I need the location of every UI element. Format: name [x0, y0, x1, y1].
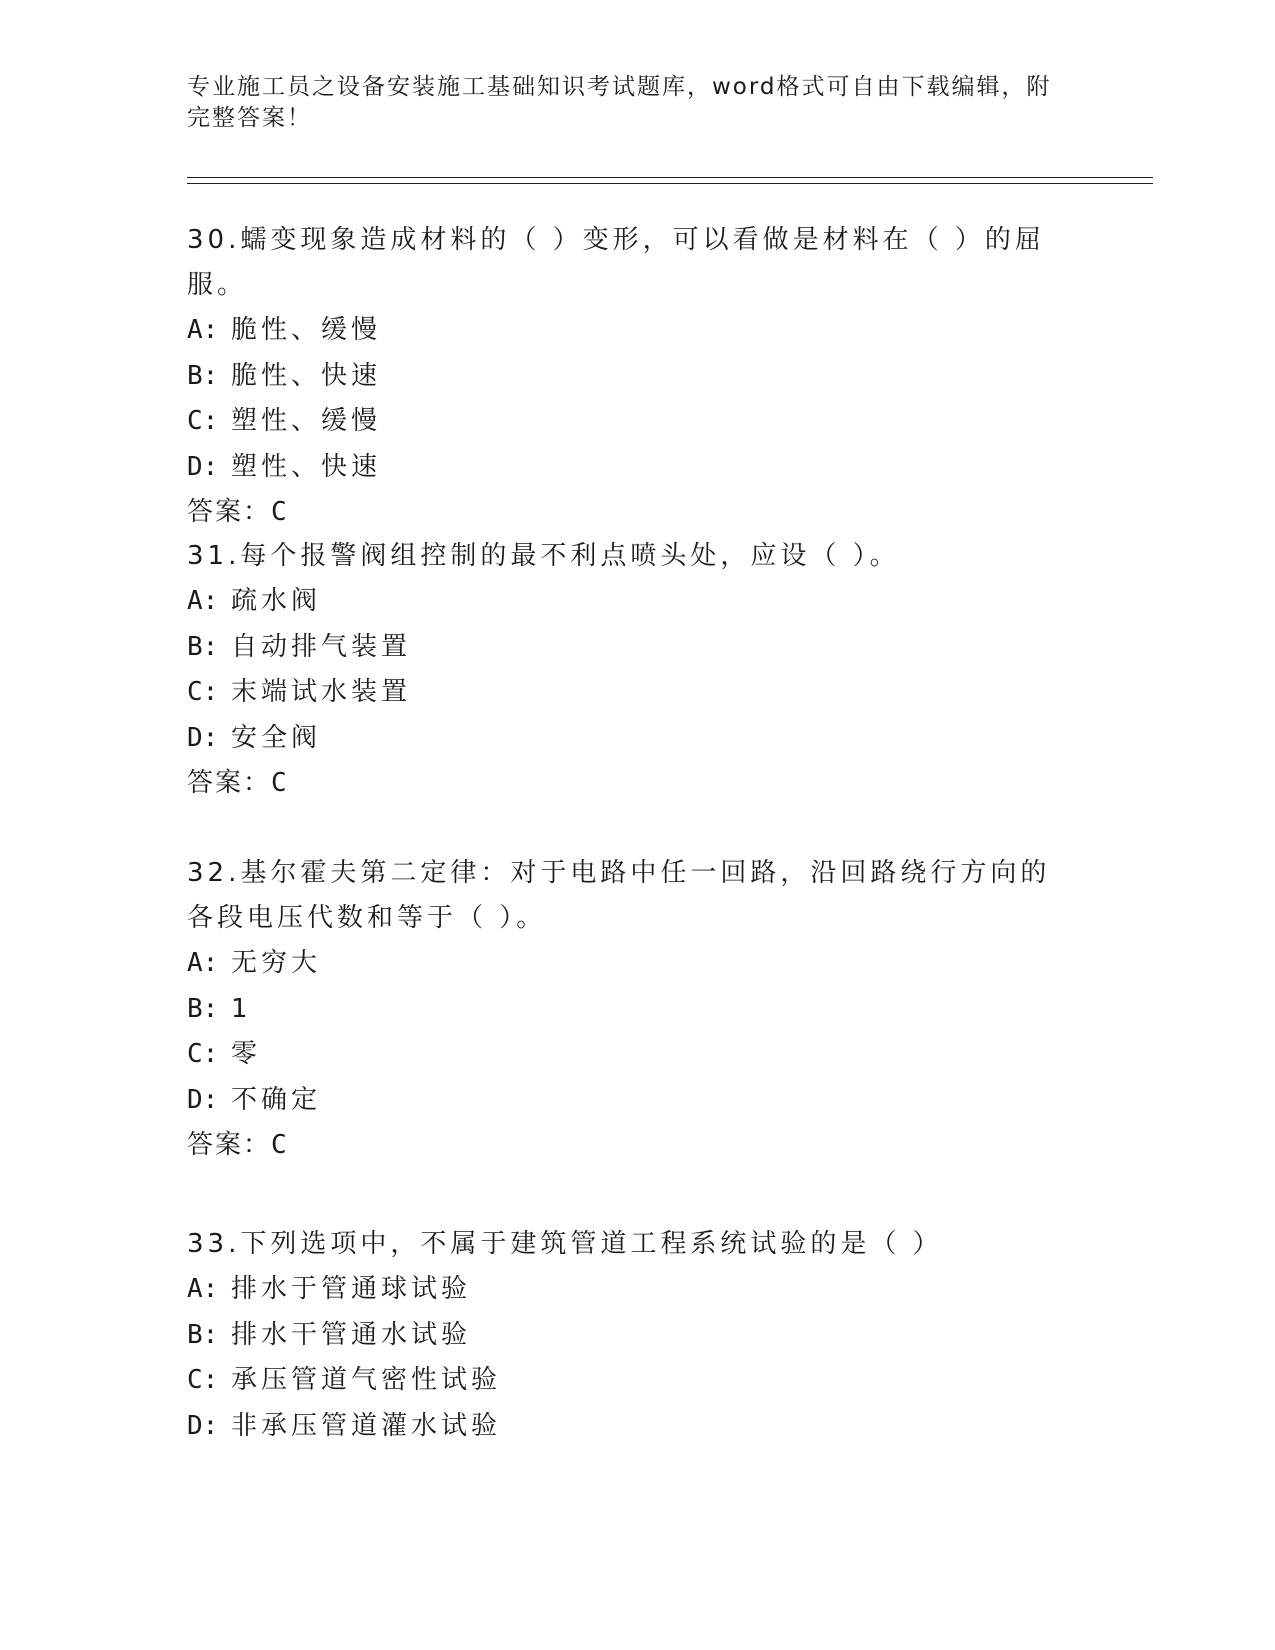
answer-line	[187, 761, 1087, 806]
option-text: 疏水阀	[231, 586, 322, 616]
option-a	[187, 308, 1087, 354]
option-letter: B:	[187, 993, 219, 1024]
option-a	[187, 1267, 1087, 1313]
question-31	[187, 534, 1087, 806]
option-letter: A:	[187, 586, 219, 616]
answer-line	[187, 1123, 1067, 1168]
document-header	[187, 72, 1067, 134]
answer-label: 答案：	[187, 768, 272, 798]
option-a	[187, 579, 1087, 625]
option-text: 自动排气装置	[231, 631, 412, 662]
question-32	[187, 851, 1067, 1168]
option-text: 末端试水装置	[231, 677, 412, 707]
option-letter: D:	[187, 722, 219, 753]
option-c	[187, 670, 1087, 716]
answer-value: C	[271, 768, 289, 798]
option-letter: D:	[187, 451, 219, 482]
option-letter: A:	[187, 1274, 219, 1304]
option-b	[187, 1313, 1087, 1359]
option-d	[187, 1078, 1067, 1124]
answer-value: C	[271, 497, 289, 527]
option-letter: B:	[187, 360, 219, 391]
option-letter: C:	[187, 1039, 219, 1069]
option-text: 不确定	[231, 1084, 322, 1115]
option-text: 塑性、快速	[231, 451, 382, 482]
document-title: 专业施工员之设备安装施工基础知识考试题库，word格式可自由下载编辑，附完整答案！	[187, 74, 1052, 131]
answer-label: 答案：	[187, 497, 272, 527]
option-letter: A:	[187, 948, 219, 978]
option-text: 脆性、缓慢	[231, 315, 382, 345]
option-d	[187, 716, 1087, 762]
answer-line	[187, 490, 1087, 535]
header-divider	[187, 177, 1153, 184]
option-text: 承压管道气密性试验	[231, 1365, 502, 1395]
option-letter: A:	[187, 315, 219, 345]
option-letter: B:	[187, 1319, 219, 1350]
option-a	[187, 941, 1067, 987]
question-stem: 33.下列选项中，不属于建筑管道工程系统试验的是（ ）	[187, 1229, 943, 1259]
option-d	[187, 1404, 1087, 1450]
answer-value: C	[271, 1130, 289, 1160]
question-stem: 31.每个报警阀组控制的最不利点喷头处，应设（ ）。	[187, 541, 900, 571]
question-30	[187, 218, 1087, 535]
option-b	[187, 625, 1087, 671]
option-text: 安全阀	[231, 722, 322, 753]
option-text: 1	[231, 993, 252, 1024]
option-text: 排水于管通球试验	[231, 1274, 472, 1304]
answer-label: 答案：	[187, 1130, 272, 1160]
option-letter: D:	[187, 1084, 219, 1115]
option-text: 塑性、缓慢	[231, 406, 382, 436]
option-letter: C:	[187, 406, 219, 436]
option-letter: C:	[187, 677, 219, 707]
question-stem: 30.蠕变现象造成材料的（ ）变形，可以看做是材料在（ ）的屈服。	[187, 225, 1045, 300]
option-letter: C:	[187, 1365, 219, 1395]
option-d	[187, 445, 1087, 491]
option-text: 无穷大	[231, 948, 322, 978]
option-b	[187, 354, 1087, 400]
option-c	[187, 1032, 1067, 1078]
option-text: 脆性、快速	[231, 360, 382, 391]
option-text: 排水干管通水试验	[231, 1319, 472, 1350]
question-33	[187, 1222, 1087, 1449]
option-c	[187, 399, 1087, 445]
option-b	[187, 987, 1067, 1033]
option-letter: D:	[187, 1410, 219, 1441]
option-letter: B:	[187, 631, 219, 662]
question-stem: 32.基尔霍夫第二定律：对于电路中任一回路，沿回路绕行方向的各段电压代数和等于（ ）。	[187, 858, 1051, 933]
option-text: 零	[231, 1039, 262, 1069]
option-text: 非承压管道灌水试验	[231, 1410, 502, 1441]
option-c	[187, 1358, 1087, 1404]
